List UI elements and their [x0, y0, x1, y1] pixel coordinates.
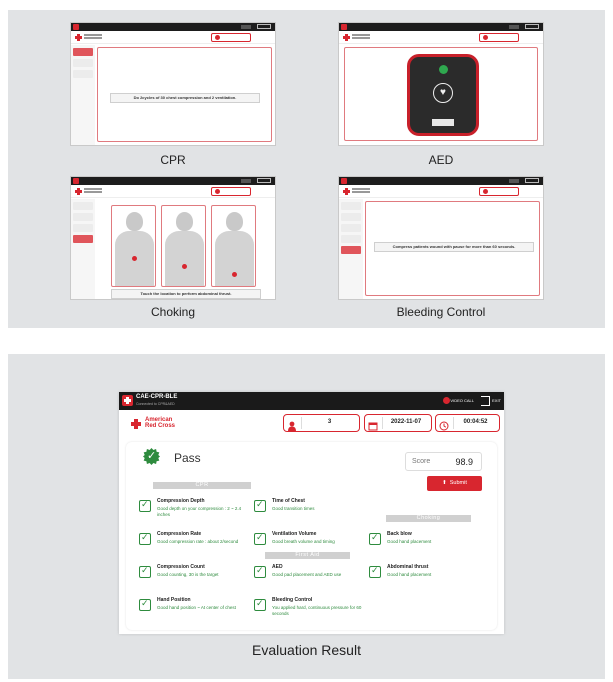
section-choking: Choking	[386, 515, 471, 522]
elapsed-time: 00:04:52	[463, 419, 488, 425]
thumbs-up-icon	[254, 533, 266, 545]
choking-caption: Choking	[150, 305, 196, 319]
trainee-count: 3	[327, 419, 332, 425]
pass-badge-icon	[143, 448, 160, 465]
header	[119, 410, 504, 437]
app-title: CAE-CPR-BLE	[136, 394, 178, 400]
app-logo-icon	[122, 395, 133, 406]
thumb-sidebar	[71, 45, 95, 145]
video-call-button[interactable]: VIDEO CALL	[450, 398, 474, 403]
cpr-instruction: Do 2cycles of 30 chest compression and 2 ventilation.	[110, 93, 260, 103]
thumbs-up-icon	[139, 500, 151, 512]
thumbs-up-icon	[139, 599, 151, 611]
exit-icon[interactable]	[481, 396, 490, 406]
torso-figure[interactable]	[111, 205, 156, 287]
cpr-screen-thumbnail[interactable]	[70, 22, 276, 146]
app-subtitle: Connected to CPR&AED	[136, 402, 175, 406]
date-box	[364, 414, 432, 432]
calendar-icon	[368, 418, 378, 428]
section-first-aid: First Aid	[265, 552, 350, 559]
evaluation-caption: Evaluation Result	[252, 642, 361, 658]
red-cross-icon	[75, 188, 82, 195]
score-box	[405, 452, 482, 471]
red-cross-icon	[131, 419, 141, 429]
torso-figure[interactable]	[161, 205, 206, 287]
video-call-icon[interactable]	[443, 397, 450, 404]
score-value: 98.9	[455, 457, 473, 467]
result-card: ✓ Pass Score 98.9 ⬆ Submit CPR First Aid Choking ✓ Compression Depth Good depth on your compression : 2 ~ 2.4 inches ✓ Compression Rate Good compression rate : about 2/second ✓ Compression Count Good counting, 30 is the target ✓ Hand Position Good hand position ~ At center of chest ✓ Time of Chest Good transition times ✓ Ventilation Volume Good breath volume and timing ✓ AED Good pad placement and AED use ✓ Bleeding Control You applied hard, continuous pressure for 60 seconds ✓ Back blow Good hand placement ✓ Abdominal thrust Good hand placement	[126, 442, 497, 630]
app-title-bar	[119, 392, 504, 410]
thumbs-up-icon	[139, 533, 151, 545]
evaluation-screen	[119, 392, 504, 634]
heart-icon: ♥	[433, 83, 453, 103]
red-cross-icon	[343, 34, 350, 41]
aed-caption: AED	[428, 153, 454, 167]
choking-instruction: Touch the location to perform abdominal thrust.	[111, 289, 261, 299]
thumbs-up-icon	[139, 566, 151, 578]
thumb-sidebar	[339, 199, 363, 299]
org-name: American Red Cross	[145, 417, 176, 429]
result-label: Pass	[174, 451, 201, 465]
user-icon	[287, 418, 297, 428]
power-button-icon	[439, 65, 448, 74]
cpr-caption: CPR	[160, 153, 186, 167]
thumbs-up-icon	[254, 500, 266, 512]
submit-button[interactable]: ⬆ Submit	[427, 476, 482, 491]
red-cross-icon	[343, 188, 350, 195]
thumb-sidebar	[71, 199, 95, 299]
session-date: 2022-11-07	[390, 419, 422, 425]
torso-figure[interactable]	[211, 205, 256, 287]
exit-button[interactable]: EXIT	[492, 398, 501, 403]
bleeding-screen-thumbnail[interactable]	[338, 176, 544, 300]
training-screens-panel	[8, 10, 605, 328]
aed-screen-thumbnail[interactable]	[338, 22, 544, 146]
aed-device	[407, 54, 479, 136]
bleeding-caption: Bleeding Control	[396, 305, 486, 319]
thumbs-up-icon	[369, 566, 381, 578]
bleeding-instruction: Compress patients wound with pause for more than 60 seconds.	[374, 242, 534, 252]
thumbs-up-icon	[369, 533, 381, 545]
upload-icon: ⬆	[442, 480, 447, 486]
thumbs-up-icon	[254, 599, 266, 611]
section-cpr: CPR	[153, 482, 251, 489]
clock-icon	[439, 418, 449, 428]
score-label: Score	[412, 458, 431, 465]
choking-screen-thumbnail[interactable]	[70, 176, 276, 300]
trainee-count-box	[283, 414, 360, 432]
red-cross-icon	[75, 34, 82, 41]
thumbs-up-icon	[254, 566, 266, 578]
timer-box	[435, 414, 500, 432]
